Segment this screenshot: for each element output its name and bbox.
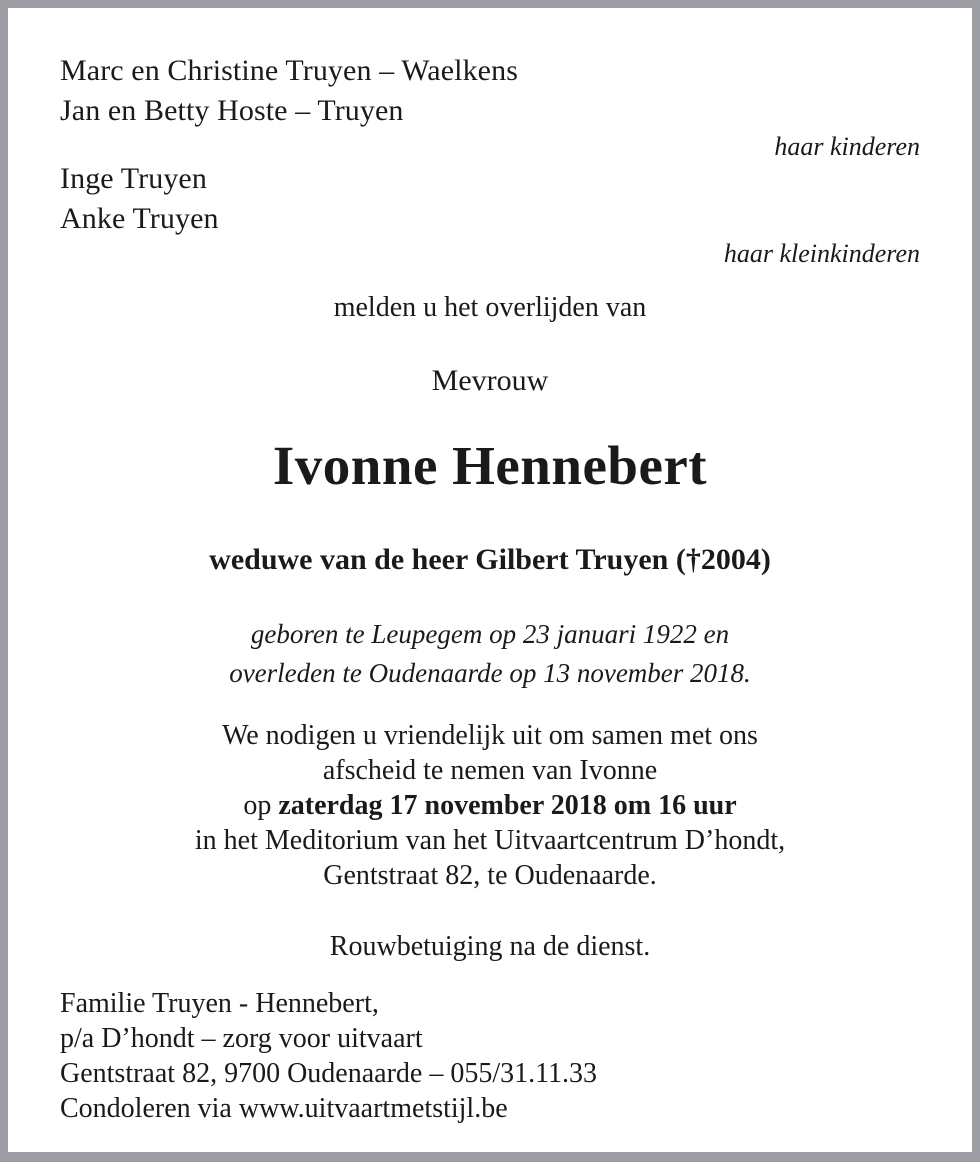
death-line: overleden te Oudenaarde op 13 november 2018. [229,658,751,688]
spouse-line: weduwe van de heer Gilbert Truyen (†2004) [209,543,771,576]
invitation-line-1: We nodigen u vriendelijk uit om samen met ons [222,720,758,751]
grandchildren-role-label: haar kleinkinderen [723,239,920,268]
deceased-name: Ivonne Hennebert [272,435,708,496]
announcement-content [60,8,920,1152]
child-family-line-2: Jan en Betty Hoste – Truyen [60,94,404,127]
contact-line-1: Familie Truyen - Hennebert, [60,988,379,1019]
child-family-line-1: Marc en Christine Truyen – Waelkens [60,54,518,87]
children-role-label: haar kinderen [774,132,920,161]
contact-line-3: Gentstraat 82, 9700 Oudenaarde – 055/31.11.33 [60,1058,598,1089]
invitation-line-2: afscheid te nemen van Ivonne [322,755,658,786]
invitation-line-5: Gentstraat 82, te Oudenaarde. [323,860,657,891]
invitation-line-3-prefix: op [243,790,279,821]
salutation: Mevrouw [431,364,549,397]
condolence-note: Rouwbetuiging na de dienst. [329,931,651,962]
contact-line-4: Condoleren via www.uitvaartmetstijl.be [60,1093,508,1124]
invitation-line-4: in het Meditorium van het Uitvaartcentrum D’hondt, [194,825,786,856]
birth-line: geboren te Leupegem op 23 januari 1922 en [250,619,730,649]
announcement-card [8,8,972,1152]
invitation-line-3 [60,792,920,820]
service-datetime: zaterdag 17 november 2018 om 16 uur [278,790,737,821]
announcement-intro: melden u het overlijden van [333,292,647,323]
contact-line-2: p/a D’hondt – zorg voor uitvaart [60,1023,423,1054]
grandchild-line-1: Inge Truyen [60,162,207,195]
grandchild-line-2: Anke Truyen [60,202,219,235]
